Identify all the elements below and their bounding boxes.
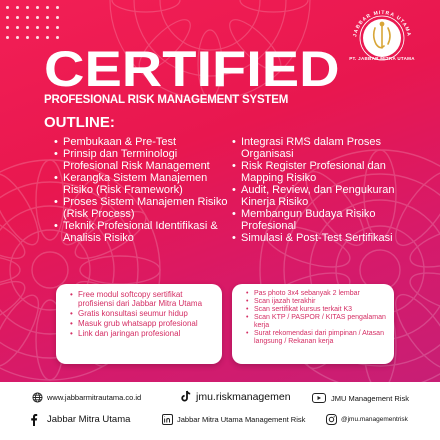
linkedin-link[interactable] (162, 414, 305, 425)
instagram-icon (326, 414, 337, 425)
requirement-item: • Pas photo 3x4 sebanyak 2 lembar (246, 290, 386, 298)
youtube-text: JMU Management Risk (331, 393, 409, 403)
company-caption: PT. JABBAR MITRA UTAMA (349, 56, 415, 61)
outline-item: • Membangun Budaya Risiko Profesional (232, 208, 412, 232)
logo-arc-text: JABBAR MITRA UTAMA (352, 9, 412, 38)
outline-item: • Pembukaan & Pre-Test (54, 136, 234, 148)
decorative-dots (6, 6, 66, 46)
outline-item: • Simulasi & Post-Test Sertifikasi (232, 232, 412, 244)
outline-item: • Teknik Profesional Identifikasi & Analisis Risiko (54, 220, 234, 244)
outline-label: OUTLINE: (44, 114, 115, 131)
benefit-item: • Masuk grub whatsapp profesional (70, 319, 214, 328)
benefit-item: • Link dan jaringan profesional (70, 329, 214, 338)
requirement-item: • Surat rekomendasi dari pimpinan / Atasan langsung / Rekanan kerja (246, 330, 386, 346)
facebook-link[interactable] (30, 413, 130, 426)
page-subtitle: PROFESIONAL RISK MANAGEMENT SYSTEM (44, 94, 289, 106)
instagram-text: @jmu.managementrisk (341, 416, 408, 423)
linkedin-icon (162, 414, 173, 425)
requirements-card (232, 284, 394, 364)
outline-list-right (232, 136, 412, 244)
youtube-link[interactable] (312, 393, 409, 403)
tiktok-text: jmu.riskmanagemen (196, 390, 291, 403)
benefit-item: • Free modul softcopy sertifikat profisiensi dari Jabbar Mitra Utama (70, 290, 214, 308)
outline-item: • Kerangka Sistem Manajemen Risiko (Risk Framework) (54, 172, 234, 196)
footer (0, 382, 440, 440)
outline-item: • Risk Register Profesional dan Mapping Risiko (232, 160, 412, 184)
youtube-icon (312, 393, 326, 403)
outline-item: • Audit, Review, dan Pengukuran Kinerja Risiko (232, 184, 412, 208)
requirement-item: • Scan sertifikat kursus terkait K3 (246, 306, 386, 314)
benefits-card (56, 284, 222, 364)
outline-item: • Prinsip dan Terminologi Profesional Risk Management (54, 148, 234, 172)
page-title: CERTIFIED (44, 41, 340, 97)
facebook-text: Jabbar Mitra Utama (47, 414, 131, 425)
linkedin-text: Jabbar Mitra Utama Management Risk (177, 415, 306, 424)
instagram-link[interactable] (326, 414, 408, 425)
requirement-item: • Scan KTP / PASPOR / KITAS pengalaman kerja (246, 314, 386, 330)
tiktok-link[interactable] (180, 390, 291, 403)
requirement-item: • Scan ijazah terakhir (246, 298, 386, 306)
website-link[interactable] (32, 392, 141, 403)
outline-item: • Integrasi RMS dalam Proses Organisasi (232, 136, 412, 160)
benefit-item: • Gratis konsultasi seumur hidup (70, 309, 214, 318)
globe-icon (32, 392, 43, 403)
outline-item: • Proses Sistem Manajemen Risiko (Risk Process) (54, 196, 234, 220)
tiktok-icon (180, 390, 192, 403)
website-text: www.jabbarmitrautama.co.id (47, 393, 142, 402)
outline-list-left (54, 136, 234, 244)
facebook-icon (30, 413, 38, 426)
